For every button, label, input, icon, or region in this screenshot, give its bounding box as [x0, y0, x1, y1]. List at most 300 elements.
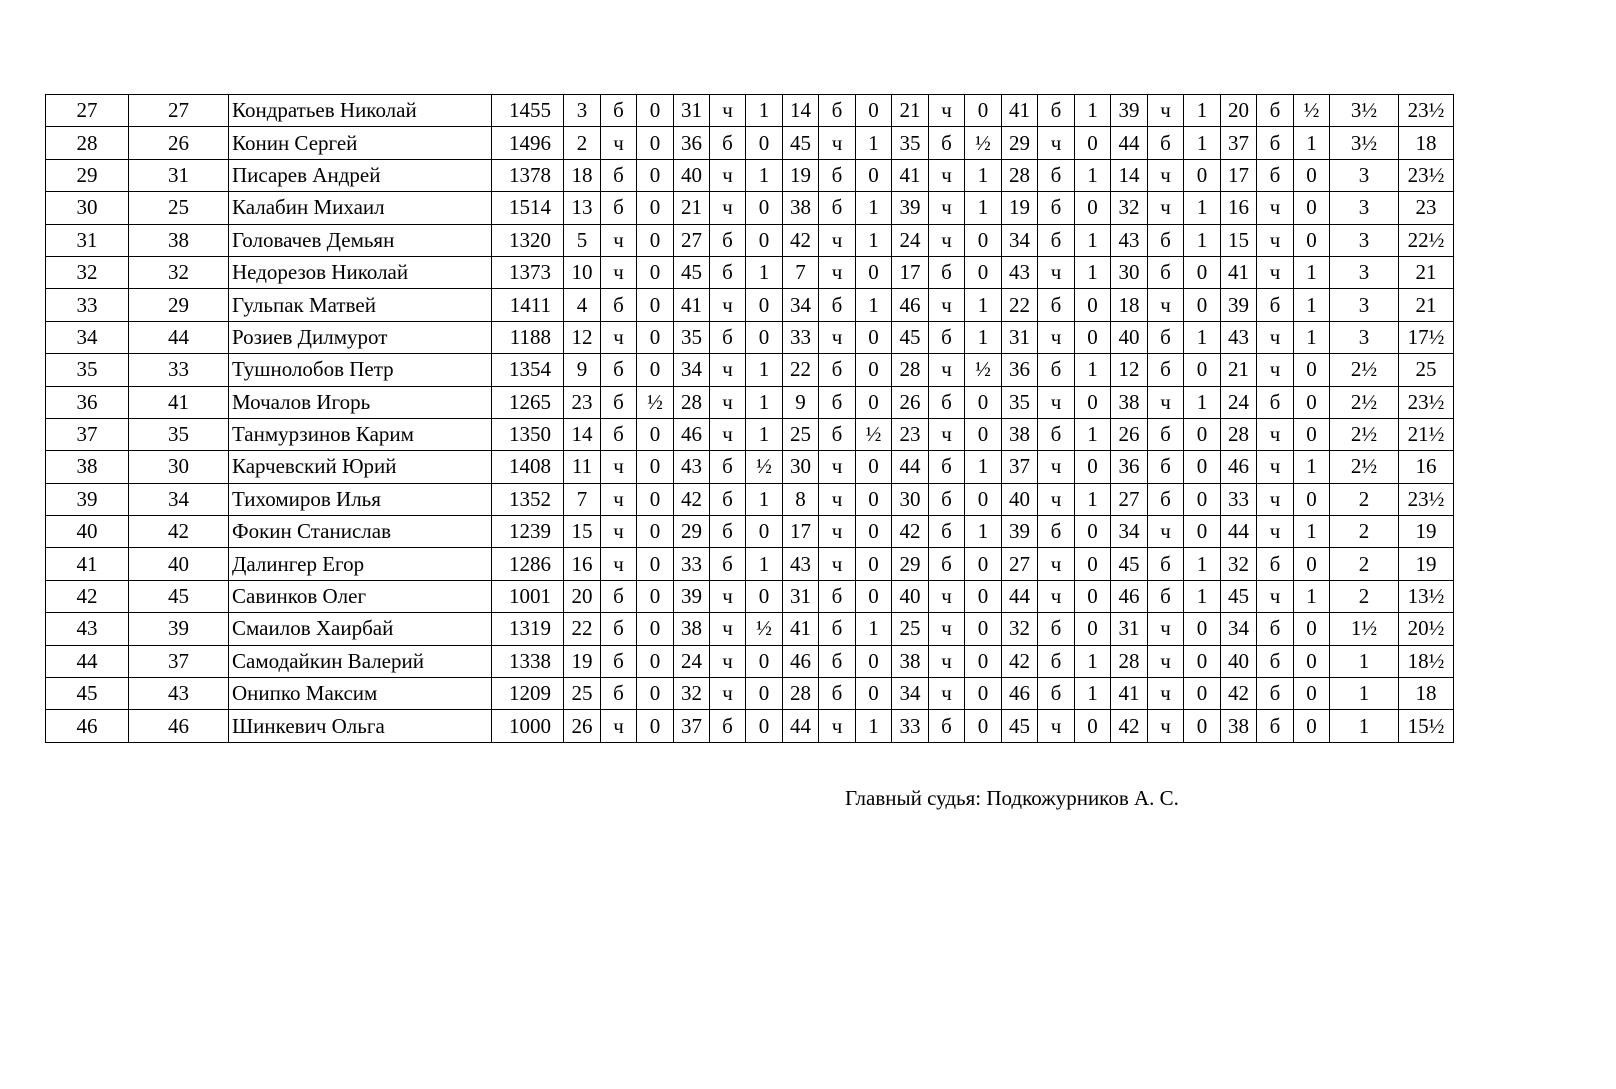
r2-color-cell: ч: [710, 289, 746, 321]
r7-color-cell: б: [1257, 289, 1294, 321]
r2-color-cell: ч: [710, 159, 746, 191]
r5-opponent-cell: 42: [1002, 645, 1038, 677]
r6-result-cell: 0: [1184, 451, 1221, 483]
table-row: [46, 516, 1454, 548]
r4-result-cell: 0: [965, 678, 1002, 710]
r5-color-cell: б: [1038, 516, 1075, 548]
r3-opponent-cell: 34: [783, 289, 819, 321]
points-cell: 2½: [1330, 354, 1399, 386]
r7-color-cell: ч: [1257, 580, 1294, 612]
r7-result-cell: 0: [1294, 192, 1330, 224]
r5-opponent-cell: 31: [1002, 321, 1038, 353]
r1-opponent-cell: 2: [564, 127, 601, 159]
r3-result-cell: 1: [856, 613, 892, 645]
r7-result-cell: 0: [1294, 710, 1330, 742]
r5-result-cell: 0: [1075, 613, 1111, 645]
r6-opponent-cell: 32: [1111, 192, 1148, 224]
r7-result-cell: 0: [1294, 483, 1330, 515]
r7-color-cell: б: [1257, 710, 1294, 742]
start-number-cell: 25: [129, 192, 229, 224]
r7-opponent-cell: 34: [1221, 613, 1257, 645]
r5-result-cell: 1: [1075, 483, 1111, 515]
table-row: [46, 548, 1454, 580]
r7-result-cell: ½: [1294, 95, 1330, 127]
r3-result-cell: 0: [856, 386, 892, 418]
r6-opponent-cell: 45: [1111, 548, 1148, 580]
r4-color-cell: ч: [929, 289, 965, 321]
r7-opponent-cell: 43: [1221, 321, 1257, 353]
r1-opponent-cell: 7: [564, 483, 601, 515]
r4-result-cell: 1: [965, 516, 1002, 548]
r7-opponent-cell: 24: [1221, 386, 1257, 418]
r7-opponent-cell: 32: [1221, 548, 1257, 580]
r4-result-cell: 0: [965, 95, 1002, 127]
r1-result-cell: 0: [637, 418, 674, 450]
r4-opponent-cell: 46: [892, 289, 929, 321]
r3-color-cell: б: [819, 289, 856, 321]
r2-color-cell: б: [710, 548, 746, 580]
r1-opponent-cell: 16: [564, 548, 601, 580]
r3-opponent-cell: 9: [783, 386, 819, 418]
r6-color-cell: ч: [1148, 386, 1184, 418]
r6-color-cell: б: [1148, 321, 1184, 353]
points-cell: 1: [1330, 710, 1399, 742]
r4-result-cell: ½: [965, 127, 1002, 159]
r4-result-cell: 1: [965, 321, 1002, 353]
r7-result-cell: 0: [1294, 613, 1330, 645]
r2-opponent-cell: 41: [674, 289, 710, 321]
r6-result-cell: 1: [1184, 127, 1221, 159]
r6-color-cell: б: [1148, 127, 1184, 159]
r7-result-cell: 1: [1294, 580, 1330, 612]
r3-color-cell: б: [819, 645, 856, 677]
r4-result-cell: 1: [965, 159, 1002, 191]
r4-opponent-cell: 28: [892, 354, 929, 386]
place-cell: 44: [46, 645, 129, 677]
r1-color-cell: б: [601, 386, 637, 418]
r6-result-cell: 1: [1184, 386, 1221, 418]
points-cell: 2: [1330, 516, 1399, 548]
r4-result-cell: 0: [965, 483, 1002, 515]
r3-opponent-cell: 7: [783, 256, 819, 288]
r5-color-cell: ч: [1038, 256, 1075, 288]
r2-opponent-cell: 36: [674, 127, 710, 159]
r2-result-cell: 1: [746, 95, 783, 127]
r4-opponent-cell: 42: [892, 516, 929, 548]
place-cell: 45: [46, 678, 129, 710]
r6-color-cell: б: [1148, 224, 1184, 256]
r5-color-cell: б: [1038, 289, 1075, 321]
r3-opponent-cell: 44: [783, 710, 819, 742]
player-name-cell: Карчевский Юрий: [229, 451, 492, 483]
r5-opponent-cell: 46: [1002, 678, 1038, 710]
place-cell: 35: [46, 354, 129, 386]
r2-opponent-cell: 43: [674, 451, 710, 483]
r4-opponent-cell: 23: [892, 418, 929, 450]
r3-opponent-cell: 17: [783, 516, 819, 548]
table-row: [46, 159, 1454, 191]
r7-opponent-cell: 40: [1221, 645, 1257, 677]
r1-color-cell: ч: [601, 451, 637, 483]
place-cell: 36: [46, 386, 129, 418]
r1-result-cell: 0: [637, 678, 674, 710]
points-cell: 3: [1330, 224, 1399, 256]
player-name-cell: Тихомиров Илья: [229, 483, 492, 515]
r4-opponent-cell: 33: [892, 710, 929, 742]
r7-opponent-cell: 28: [1221, 418, 1257, 450]
r2-result-cell: 0: [746, 580, 783, 612]
points-cell: 3: [1330, 321, 1399, 353]
points-cell: 2: [1330, 580, 1399, 612]
r2-color-cell: ч: [710, 192, 746, 224]
r5-opponent-cell: 36: [1002, 354, 1038, 386]
r4-color-cell: ч: [929, 159, 965, 191]
r6-color-cell: ч: [1148, 678, 1184, 710]
r3-color-cell: ч: [819, 127, 856, 159]
player-name-cell: Розиев Дилмурот: [229, 321, 492, 353]
r2-result-cell: 0: [746, 645, 783, 677]
points-cell: 1½: [1330, 613, 1399, 645]
r5-result-cell: 1: [1075, 418, 1111, 450]
r1-color-cell: б: [601, 354, 637, 386]
r3-result-cell: 0: [856, 580, 892, 612]
r4-result-cell: 0: [965, 548, 1002, 580]
place-cell: 28: [46, 127, 129, 159]
player-name-cell: Тушнолобов Петр: [229, 354, 492, 386]
r2-color-cell: ч: [710, 580, 746, 612]
r5-result-cell: 0: [1075, 386, 1111, 418]
r2-color-cell: ч: [710, 613, 746, 645]
r5-opponent-cell: 32: [1002, 613, 1038, 645]
r3-opponent-cell: 43: [783, 548, 819, 580]
r3-color-cell: ч: [819, 710, 856, 742]
r2-opponent-cell: 34: [674, 354, 710, 386]
r7-color-cell: б: [1257, 548, 1294, 580]
r4-opponent-cell: 17: [892, 256, 929, 288]
r4-opponent-cell: 40: [892, 580, 929, 612]
table-row: [46, 224, 1454, 256]
r3-result-cell: 0: [856, 548, 892, 580]
r1-result-cell: 0: [637, 192, 674, 224]
r1-result-cell: 0: [637, 516, 674, 548]
r3-color-cell: б: [819, 580, 856, 612]
r1-color-cell: б: [601, 418, 637, 450]
r3-opponent-cell: 42: [783, 224, 819, 256]
r1-opponent-cell: 23: [564, 386, 601, 418]
tiebreak-cell: 13½: [1399, 580, 1454, 612]
r2-result-cell: 1: [746, 159, 783, 191]
r3-opponent-cell: 25: [783, 418, 819, 450]
start-number-cell: 27: [129, 95, 229, 127]
tiebreak-cell: 18½: [1399, 645, 1454, 677]
points-cell: 2½: [1330, 418, 1399, 450]
r4-result-cell: ½: [965, 354, 1002, 386]
r6-result-cell: 1: [1184, 95, 1221, 127]
r7-color-cell: б: [1257, 613, 1294, 645]
r1-opponent-cell: 5: [564, 224, 601, 256]
r5-result-cell: 0: [1075, 289, 1111, 321]
r7-opponent-cell: 38: [1221, 710, 1257, 742]
table-row: [46, 95, 1454, 127]
r7-result-cell: 0: [1294, 354, 1330, 386]
r5-opponent-cell: 43: [1002, 256, 1038, 288]
r4-color-cell: б: [929, 321, 965, 353]
r4-color-cell: ч: [929, 645, 965, 677]
r2-color-cell: б: [710, 483, 746, 515]
player-name-cell: Конин Сергей: [229, 127, 492, 159]
r6-opponent-cell: 14: [1111, 159, 1148, 191]
r6-color-cell: ч: [1148, 192, 1184, 224]
r3-result-cell: 1: [856, 127, 892, 159]
r4-color-cell: ч: [929, 418, 965, 450]
tiebreak-cell: 19: [1399, 548, 1454, 580]
r3-result-cell: 0: [856, 516, 892, 548]
rating-cell: 1354: [492, 354, 564, 386]
r3-opponent-cell: 31: [783, 580, 819, 612]
r7-color-cell: б: [1257, 645, 1294, 677]
rating-cell: 1000: [492, 710, 564, 742]
r5-result-cell: 1: [1075, 159, 1111, 191]
r6-opponent-cell: 34: [1111, 516, 1148, 548]
r2-result-cell: 0: [746, 192, 783, 224]
player-name-cell: Смаилов Хаирбай: [229, 613, 492, 645]
place-cell: 27: [46, 95, 129, 127]
r3-result-cell: 0: [856, 645, 892, 677]
points-cell: 2½: [1330, 386, 1399, 418]
r1-color-cell: ч: [601, 710, 637, 742]
player-name-cell: Танмурзинов Карим: [229, 418, 492, 450]
rating-cell: 1352: [492, 483, 564, 515]
r1-opponent-cell: 14: [564, 418, 601, 450]
r2-color-cell: б: [710, 127, 746, 159]
chief-judge-signature: Главный судья: Подкожурников А. С.: [845, 786, 1179, 810]
table-row: [46, 678, 1454, 710]
player-name-cell: Писарев Андрей: [229, 159, 492, 191]
r5-opponent-cell: 19: [1002, 192, 1038, 224]
rating-cell: 1319: [492, 613, 564, 645]
r7-color-cell: б: [1257, 127, 1294, 159]
rating-cell: 1496: [492, 127, 564, 159]
r2-result-cell: 0: [746, 289, 783, 321]
r4-result-cell: 0: [965, 418, 1002, 450]
points-cell: 3: [1330, 192, 1399, 224]
r1-result-cell: 0: [637, 483, 674, 515]
r3-color-cell: б: [819, 613, 856, 645]
r1-opponent-cell: 9: [564, 354, 601, 386]
r2-result-cell: 0: [746, 516, 783, 548]
r2-color-cell: ч: [710, 678, 746, 710]
start-number-cell: 37: [129, 645, 229, 677]
r7-opponent-cell: 20: [1221, 95, 1257, 127]
r7-result-cell: 0: [1294, 678, 1330, 710]
r2-opponent-cell: 40: [674, 159, 710, 191]
r7-opponent-cell: 17: [1221, 159, 1257, 191]
player-name-cell: Савинков Олег: [229, 580, 492, 612]
r1-opponent-cell: 11: [564, 451, 601, 483]
r5-opponent-cell: 40: [1002, 483, 1038, 515]
start-number-cell: 33: [129, 354, 229, 386]
start-number-cell: 44: [129, 321, 229, 353]
r6-color-cell: б: [1148, 451, 1184, 483]
start-number-cell: 26: [129, 127, 229, 159]
r2-result-cell: 1: [746, 386, 783, 418]
r6-opponent-cell: 43: [1111, 224, 1148, 256]
r4-color-cell: ч: [929, 580, 965, 612]
r6-color-cell: ч: [1148, 710, 1184, 742]
r2-result-cell: 0: [746, 321, 783, 353]
tiebreak-cell: 22½: [1399, 224, 1454, 256]
r7-opponent-cell: 16: [1221, 192, 1257, 224]
rating-cell: 1239: [492, 516, 564, 548]
r5-color-cell: б: [1038, 95, 1075, 127]
tiebreak-cell: 25: [1399, 354, 1454, 386]
r3-opponent-cell: 41: [783, 613, 819, 645]
r4-opponent-cell: 35: [892, 127, 929, 159]
r4-opponent-cell: 44: [892, 451, 929, 483]
r3-result-cell: 1: [856, 192, 892, 224]
r3-result-cell: 0: [856, 483, 892, 515]
r4-opponent-cell: 25: [892, 613, 929, 645]
player-name-cell: Головачев Демьян: [229, 224, 492, 256]
r1-result-cell: 0: [637, 580, 674, 612]
rating-cell: 1350: [492, 418, 564, 450]
rating-cell: 1411: [492, 289, 564, 321]
r7-color-cell: ч: [1257, 483, 1294, 515]
r4-color-cell: б: [929, 483, 965, 515]
r6-result-cell: 1: [1184, 192, 1221, 224]
r4-color-cell: ч: [929, 224, 965, 256]
r7-color-cell: ч: [1257, 256, 1294, 288]
r1-color-cell: б: [601, 95, 637, 127]
tiebreak-cell: 23½: [1399, 159, 1454, 191]
r3-result-cell: 0: [856, 354, 892, 386]
r3-color-cell: б: [819, 192, 856, 224]
r6-result-cell: 0: [1184, 710, 1221, 742]
r7-color-cell: ч: [1257, 516, 1294, 548]
table-row: [46, 645, 1454, 677]
tiebreak-cell: 19: [1399, 516, 1454, 548]
r5-result-cell: 0: [1075, 451, 1111, 483]
place-cell: 38: [46, 451, 129, 483]
start-number-cell: 46: [129, 710, 229, 742]
r3-color-cell: ч: [819, 548, 856, 580]
r1-color-cell: ч: [601, 127, 637, 159]
start-number-cell: 29: [129, 289, 229, 321]
r3-opponent-cell: 28: [783, 678, 819, 710]
r4-opponent-cell: 30: [892, 483, 929, 515]
rating-cell: 1265: [492, 386, 564, 418]
table-row: [46, 451, 1454, 483]
r5-opponent-cell: 35: [1002, 386, 1038, 418]
r5-result-cell: 0: [1075, 321, 1111, 353]
r1-result-cell: ½: [637, 386, 674, 418]
r6-opponent-cell: 30: [1111, 256, 1148, 288]
r3-opponent-cell: 14: [783, 95, 819, 127]
r5-color-cell: ч: [1038, 483, 1075, 515]
r7-color-cell: ч: [1257, 192, 1294, 224]
r1-opponent-cell: 12: [564, 321, 601, 353]
r1-color-cell: ч: [601, 483, 637, 515]
r4-opponent-cell: 26: [892, 386, 929, 418]
r3-result-cell: 1: [856, 289, 892, 321]
table-row: [46, 580, 1454, 612]
r7-result-cell: 0: [1294, 159, 1330, 191]
r4-color-cell: ч: [929, 95, 965, 127]
table-row: [46, 256, 1454, 288]
start-number-cell: 41: [129, 386, 229, 418]
r6-color-cell: ч: [1148, 645, 1184, 677]
r4-result-cell: 1: [965, 192, 1002, 224]
player-name-cell: Шинкевич Ольга: [229, 710, 492, 742]
r5-opponent-cell: 39: [1002, 516, 1038, 548]
r5-color-cell: б: [1038, 192, 1075, 224]
r1-color-cell: б: [601, 159, 637, 191]
r5-color-cell: ч: [1038, 548, 1075, 580]
r2-opponent-cell: 35: [674, 321, 710, 353]
table-row: [46, 483, 1454, 515]
r2-result-cell: 0: [746, 127, 783, 159]
points-cell: 1: [1330, 678, 1399, 710]
r7-color-cell: ч: [1257, 418, 1294, 450]
r6-result-cell: 0: [1184, 645, 1221, 677]
points-cell: 2: [1330, 483, 1399, 515]
points-cell: 3: [1330, 256, 1399, 288]
r2-result-cell: 0: [746, 678, 783, 710]
r7-opponent-cell: 37: [1221, 127, 1257, 159]
r7-opponent-cell: 15: [1221, 224, 1257, 256]
place-cell: 31: [46, 224, 129, 256]
r7-color-cell: ч: [1257, 224, 1294, 256]
r2-opponent-cell: 33: [674, 548, 710, 580]
r4-color-cell: б: [929, 127, 965, 159]
place-cell: 39: [46, 483, 129, 515]
r5-result-cell: 1: [1075, 645, 1111, 677]
r6-color-cell: б: [1148, 354, 1184, 386]
r2-color-cell: ч: [710, 354, 746, 386]
r5-opponent-cell: 41: [1002, 95, 1038, 127]
r4-color-cell: ч: [929, 192, 965, 224]
r4-opponent-cell: 21: [892, 95, 929, 127]
place-cell: 41: [46, 548, 129, 580]
r1-result-cell: 0: [637, 256, 674, 288]
table-row: [46, 354, 1454, 386]
r6-color-cell: б: [1148, 483, 1184, 515]
r6-result-cell: 0: [1184, 418, 1221, 450]
place-cell: 43: [46, 613, 129, 645]
r2-result-cell: ½: [746, 451, 783, 483]
r3-color-cell: ч: [819, 516, 856, 548]
r6-result-cell: 0: [1184, 483, 1221, 515]
r3-color-cell: б: [819, 159, 856, 191]
r5-opponent-cell: 22: [1002, 289, 1038, 321]
r7-result-cell: 1: [1294, 256, 1330, 288]
r3-opponent-cell: 33: [783, 321, 819, 353]
table-row: [46, 127, 1454, 159]
r6-color-cell: б: [1148, 256, 1184, 288]
r1-color-cell: б: [601, 289, 637, 321]
r6-opponent-cell: 41: [1111, 678, 1148, 710]
r4-color-cell: б: [929, 548, 965, 580]
r7-opponent-cell: 42: [1221, 678, 1257, 710]
player-name-cell: Фокин Станислав: [229, 516, 492, 548]
r5-result-cell: 0: [1075, 516, 1111, 548]
player-name-cell: Самодайкин Валерий: [229, 645, 492, 677]
r5-result-cell: 1: [1075, 256, 1111, 288]
r3-result-cell: 0: [856, 451, 892, 483]
r4-color-cell: б: [929, 710, 965, 742]
r4-opponent-cell: 39: [892, 192, 929, 224]
place-cell: 34: [46, 321, 129, 353]
